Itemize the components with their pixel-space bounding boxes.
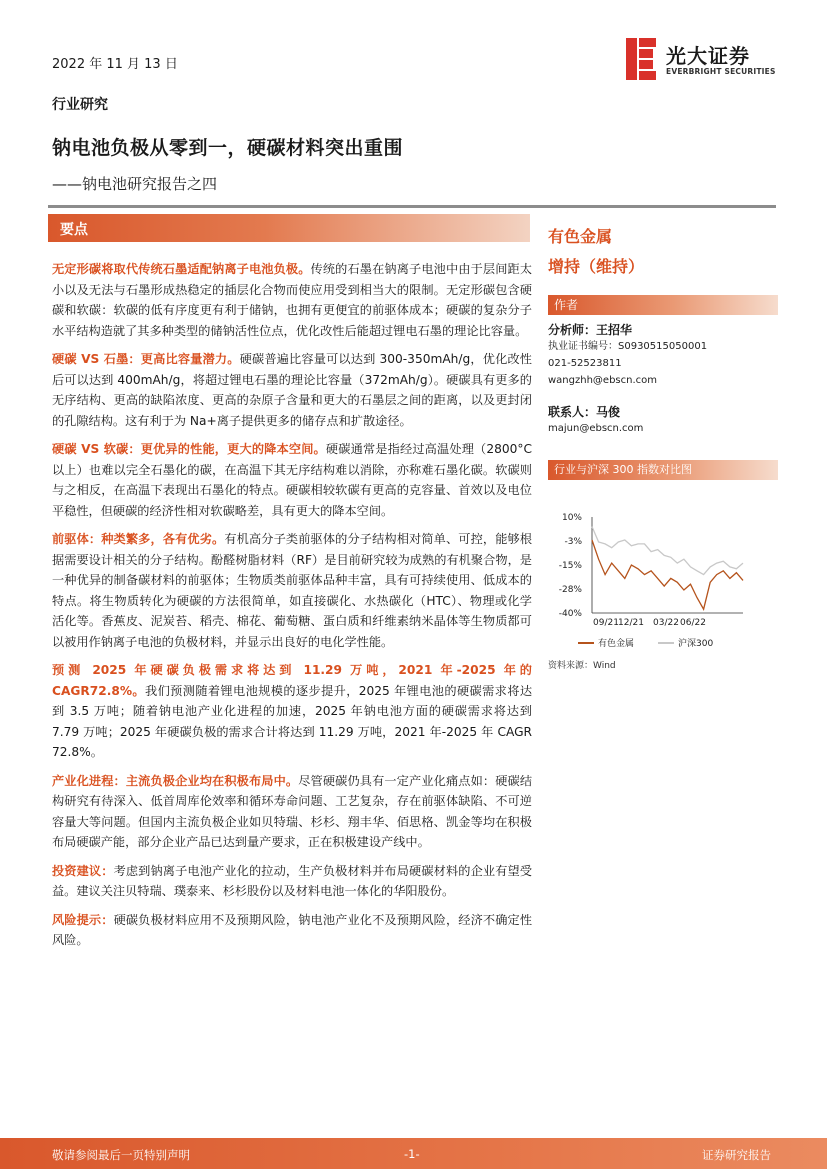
analyst-phone: 021-52523811 bbox=[548, 358, 622, 369]
keypoint-paragraph bbox=[52, 910, 532, 951]
company-logo bbox=[626, 38, 776, 80]
keypoint-paragraph bbox=[52, 349, 532, 431]
logo-text-en: EVERBRIGHT SECURITIES bbox=[666, 67, 776, 76]
footer-disclaimer: 敬请参阅最后一页特别声明 bbox=[52, 1148, 190, 1162]
keypoint-text: 硬碳普遍比容量可以达到 300-350mAh/g，优化改性后可以达到 400mAh/g，将超过锂电石墨的理论比容量（372mAh/g）。硬碳具有更多的无序结构、更高的缺陷浓度、更高的杂原子含量和更大的石墨层之间的距离，以及更封闭的孔隙结构。这有利于为 Na+离子提供更多的储存点和扩散途径。 bbox=[52, 352, 532, 428]
chart-header bbox=[548, 460, 778, 480]
logo-text-cn: 光大证券 bbox=[666, 44, 750, 68]
keypoint-paragraph bbox=[52, 529, 532, 652]
keypoint-highlight: 前驱体：种类繁多，各有优劣。 bbox=[52, 532, 225, 546]
x-tick-label: 06/22 bbox=[680, 618, 706, 628]
y-tick-label: 10% bbox=[561, 513, 582, 523]
investment-rating: 增持（维持） bbox=[548, 257, 645, 276]
everbright-logo-icon bbox=[626, 38, 656, 80]
y-tick-label: -3% bbox=[564, 537, 582, 547]
keypoints-body bbox=[52, 259, 532, 959]
legend-label: 有色金属 bbox=[598, 639, 635, 649]
page-number: -1- bbox=[404, 1147, 420, 1161]
y-tick-label: -28% bbox=[558, 585, 582, 595]
keypoint-highlight: 预测 2025 年硬碳负极需求将达到 11.29 万吨，2021 年-2025 年的 CAGR72.8%。 bbox=[52, 663, 532, 698]
footer-report-type: 证券研究报告 bbox=[702, 1148, 771, 1162]
analyst-email[interactable]: wangzhh@ebscn.com bbox=[548, 375, 657, 386]
keypoint-highlight: 风险提示： bbox=[52, 912, 114, 927]
keypoint-highlight: 无定形碳将取代传统石墨适配钠离子电池负极。 bbox=[52, 262, 311, 276]
contact-name: 联系人：马俊 bbox=[548, 405, 621, 419]
contact-email[interactable]: majun@ebscn.com bbox=[548, 423, 644, 434]
keypoint-paragraph bbox=[52, 771, 532, 853]
page-footer bbox=[0, 1138, 827, 1169]
keypoint-text: 传统的石墨在钠离子电池中由于层间距太小以及无法与石墨形成热稳定的插层化合物而使应用受到相当大的限制。无定形碳包含硬碳和软碳：软碳的低有序度更有利于储钠，也拥有更便宜的前驱体成本；硬碳的复杂分子水平结构造就了其多种类型的储钠活性位点，优化改性后能超过锂电石墨的理论比容量。 bbox=[52, 262, 533, 338]
keypoint-text: 硬碳通常是指经过高温处理（2800°C以上）也难以完全石墨化的碳，在高温下其无序结构难以消除，亦称难石墨化碳。软碳则与之相反，在高温下表现出石墨化的特点。硬碳相较软碳有更高的克容量、首效以及电位平稳性，但硬碳的经济性相对软碳略差，具有更大的降本空间。 bbox=[52, 442, 533, 518]
y-tick-label: -40% bbox=[558, 609, 582, 619]
x-tick-label: 12/21 bbox=[618, 618, 644, 628]
keypoint-text: 硬碳负极材料应用不及预期风险，钠电池产业化不及预期风险，经济不确定性风险。 bbox=[52, 912, 533, 947]
report-category: 行业研究 bbox=[52, 97, 108, 113]
y-tick-label: -15% bbox=[558, 561, 582, 571]
keypoint-text: 我们预测随着锂电池规模的逐步提升，2025 年锂电池的硬碳需求将达到 3.5 万吨；随着钠电池产业化进程的加速，2025 年钠电池方面的硬碳需求将达到 7.79 万吨；2025 年硬碳负极的需求合计将达到 11.29 万吨，2021 年-2025 年 CAGR 72.8%。 bbox=[52, 683, 533, 759]
keypoint-highlight: 产业化进程：主流负极企业均在积极布局中。 bbox=[52, 773, 299, 788]
x-tick-label: 03/22 bbox=[653, 618, 679, 628]
keypoint-paragraph bbox=[52, 439, 532, 521]
keypoints-label: 要点 bbox=[60, 222, 88, 238]
sector-name: 有色金属 bbox=[548, 227, 613, 246]
chart-title: 行业与沪深 300 指数对比图 bbox=[554, 463, 692, 476]
analyst-name: 分析师：王招华 bbox=[548, 323, 633, 337]
author-label: 作者 bbox=[554, 298, 579, 312]
keypoint-paragraph bbox=[52, 259, 532, 341]
keypoints-header bbox=[48, 214, 530, 242]
keypoint-paragraph bbox=[52, 861, 532, 902]
keypoint-highlight: 投资建议： bbox=[52, 863, 114, 878]
report-date: 2022 年 11 月 13 日 bbox=[52, 57, 178, 72]
keypoint-paragraph bbox=[52, 660, 532, 763]
keypoint-highlight: 硬碳 VS 石墨：更高比容量潜力。 bbox=[52, 352, 240, 366]
x-tick-label: 09/21 bbox=[593, 618, 619, 628]
legend-label: 沪深300 bbox=[678, 639, 714, 649]
report-subtitle: ——钠电池研究报告之四 bbox=[52, 175, 218, 193]
header-divider bbox=[48, 205, 776, 208]
series-line-nonferrous bbox=[592, 540, 743, 609]
chart-source: 资料来源：Wind bbox=[548, 661, 616, 671]
keypoint-text: 尽管硬碳仍具有一定产业化痛点如：硬碳结构研究有待深入、低首周库伦效率和循环寿命问题、工艺复杂，存在前驱体缺陷、不可逆容量大等问题。但国内主流负极企业如贝特瑞、杉杉、翔丰华、佰思格、凯金等均在积极布局硬碳产能，部分企业产品已达到量产要求，正在积极建设产线中。 bbox=[52, 773, 533, 849]
index-comparison-chart bbox=[548, 505, 778, 655]
keypoint-highlight: 硬碳 VS 软碳：更优异的性能，更大的降本空间。 bbox=[52, 442, 326, 456]
license-number: 执业证书编号：S0930515050001 bbox=[548, 341, 708, 352]
keypoint-text: 考虑到钠离子电池产业化的拉动，生产负极材料并布局硬碳材料的企业有望受益。建议关注贝特瑞、璞泰来、杉杉股份以及材料电池一体化的华阳股份。 bbox=[52, 863, 533, 898]
sidebar bbox=[548, 224, 778, 437]
report-title: 钠电池负极从零到一，硬碳材料突出重围 bbox=[52, 137, 404, 159]
keypoint-text: 有机高分子类前驱体的分子结构相对简单、可控，能够根据需要设计相关的分子结构。酚醛树脂材料（RF）是目前研究较为成熟的有机聚合物，是一种优异的制备碳材料的前驱体；生物质类前驱体品种丰富，具有可持续使用、低成本的特点。将生物质转化为硬碳的方法很简单，如直接碳化、水热碳化（HTC）、物理或化学活化等。香蕉皮、泥炭苔、稻壳、棉花、葡萄糖、蛋白质和纤维素纳米晶体等生物质都可以被用作钠离子电池的负极材料，并显示出良好的电化学性能。 bbox=[52, 532, 533, 649]
author-header bbox=[548, 295, 778, 315]
